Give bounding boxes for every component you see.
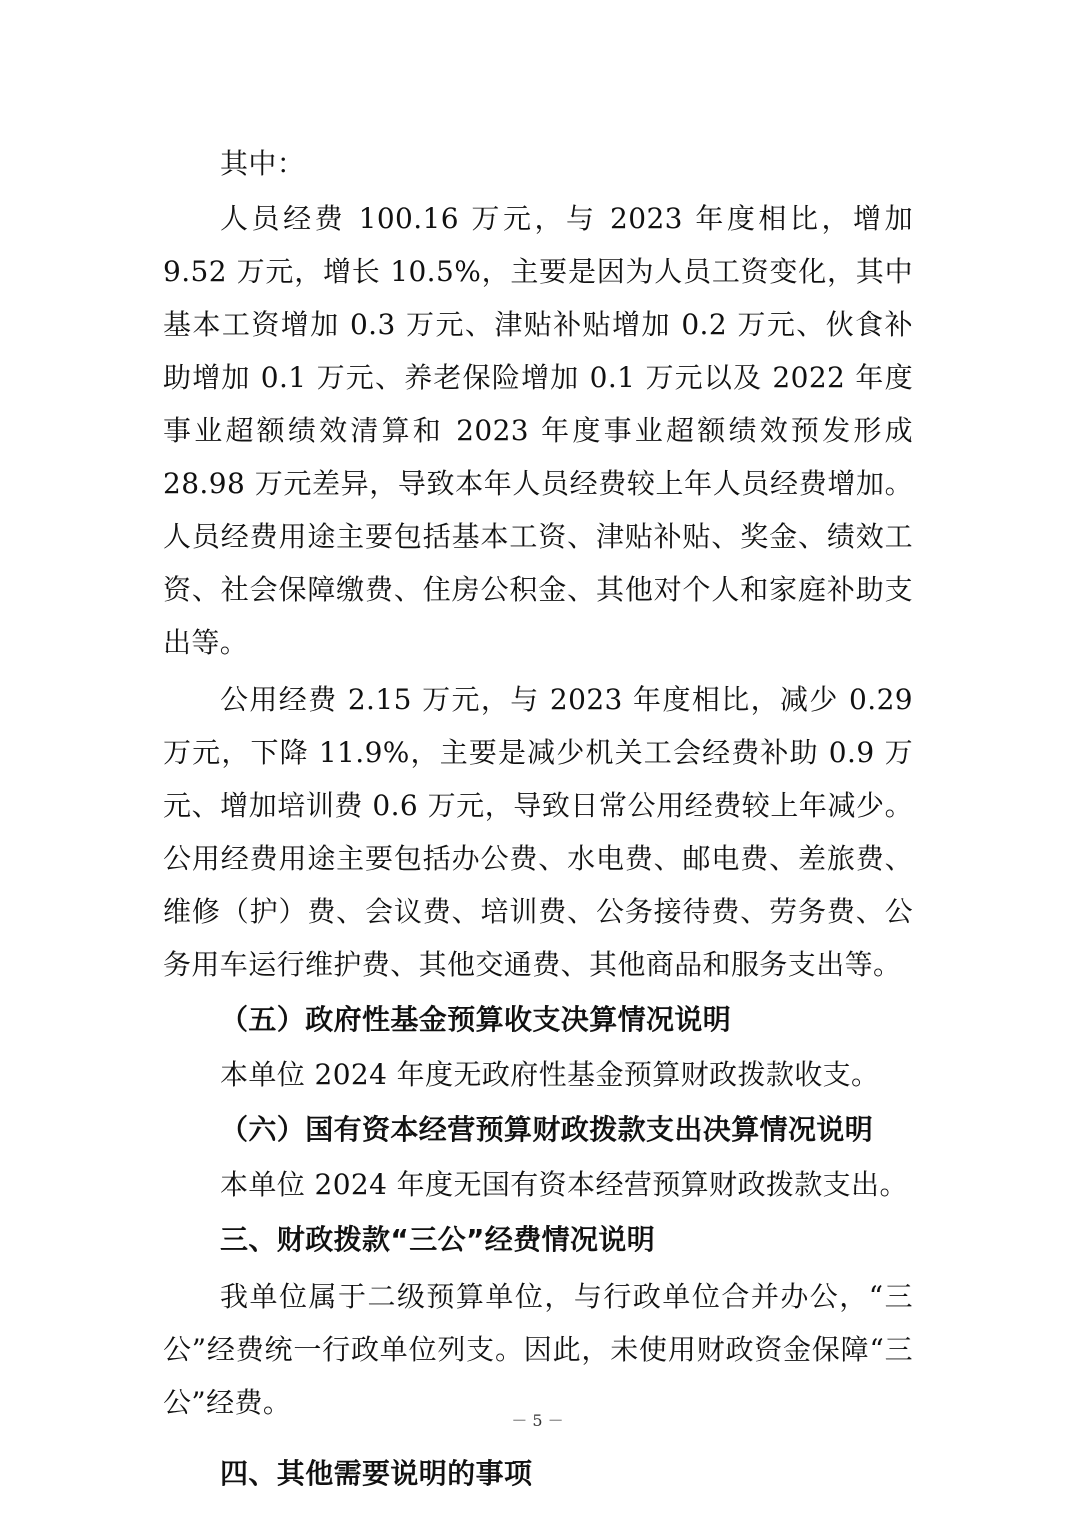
heading-government-fund: （五）政府性基金预算收支决算情况说明 [220, 1003, 732, 1036]
paragraph-personnel-expenses: 人员经费 100.16 万元，与 2023 年度相比，增加 9.52 万元，增长 10.5%，主要是因为人员工资变化，其中基本工资增加 0.3 万元、津贴补贴增加 0.2 万元、伙食补助增加 0.1 万元、养老保险增加 0.1 万元以及 2022 年度事业超额绩效清算和 2023 年度事业超额绩效预发形成 28.98 万元差异，导致本年人员经费较上年人员经费增加。人员经费用途主要包括基本工资、津贴补贴、奖金、绩效工资、社会保障缴费、住房公积金、其他对个人和家庭补助支出等。 [163, 202, 913, 659]
paragraph-public-expenses: 公用经费 2.15 万元，与 2023 年度相比，减少 0.29 万元，下降 11.9%，主要是减少机关工会经费补助 0.9 万元、增加培训费 0.6 万元，导致日常公用经费较上年减少。公用经费用途主要包括办公费、水电费、邮电费、差旅费、维修（护）费、会议费、培训费、公务接待费、劳务费、公务用车运行维护费、其他交通费、其他商品和服务支出等。 [163, 683, 913, 981]
paragraph-state-capital: 本单位 2024 年度无国有资本经营预算财政拨款支出。 [220, 1168, 908, 1201]
paragraph-government-fund: 本单位 2024 年度无政府性基金预算财政拨款收支。 [220, 1058, 880, 1091]
heading-three-public: 三、财政拨款“三公”经费情况说明 [220, 1223, 656, 1256]
document-body [163, 137, 913, 1500]
heading-state-capital: （六）国有资本经营预算财政拨款支出决算情况说明 [220, 1113, 874, 1146]
heading-other-matters: 四、其他需要说明的事项 [220, 1457, 533, 1490]
paragraph-three-public: 我单位属于二级预算单位，与行政单位合并办公，“三公”经费统一行政单位列支。因此，未使用财政资金保障“三公”经费。 [163, 1280, 913, 1419]
paragraph-intro: 其中： [220, 147, 306, 180]
page-number: － 5 － [511, 1411, 564, 1430]
